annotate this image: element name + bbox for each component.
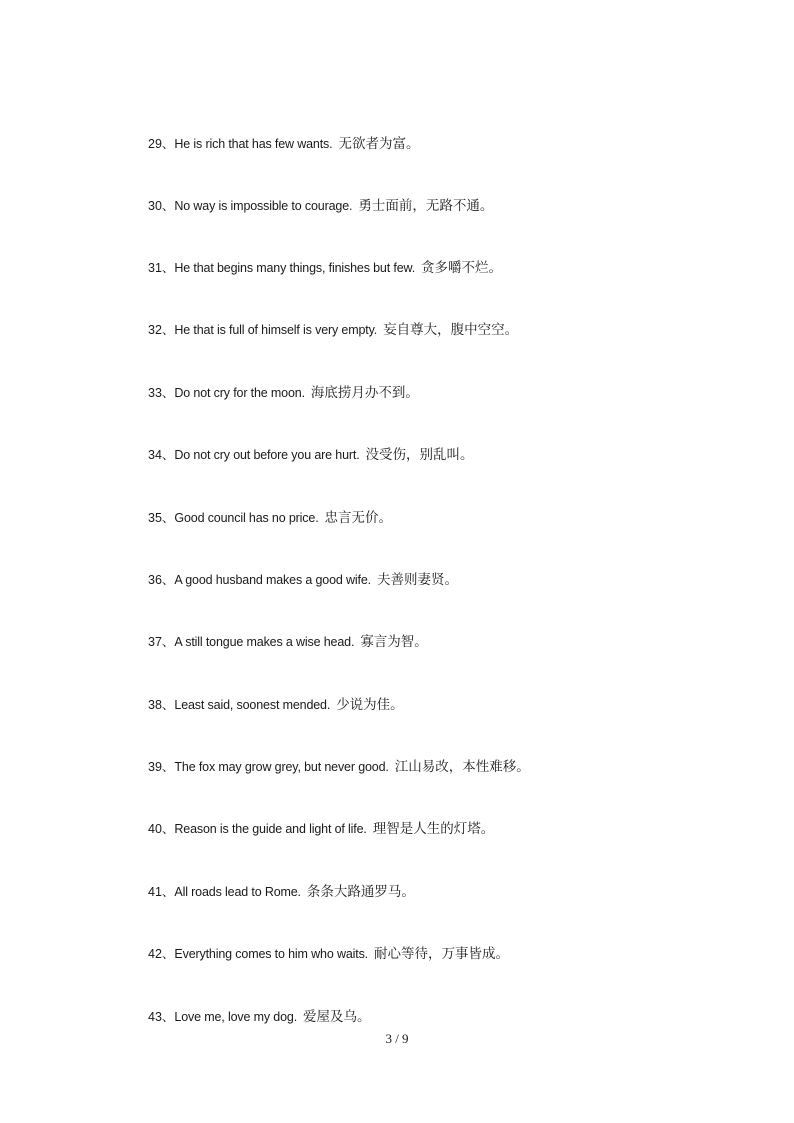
proverb-english: No way is impossible to courage. bbox=[174, 199, 353, 213]
proverb-chinese: 寡言为智。 bbox=[360, 634, 428, 650]
proverb-number: 33、 bbox=[148, 386, 175, 400]
proverb-number: 32、 bbox=[148, 323, 175, 337]
proverb-line bbox=[148, 634, 428, 650]
proverb-number: 36、 bbox=[148, 573, 175, 587]
proverb-line bbox=[148, 260, 502, 276]
proverb-english: He that is full of himself is very empty. bbox=[174, 323, 378, 337]
proverb-number: 30、 bbox=[148, 199, 175, 213]
proverb-english: A good husband makes a good wife. bbox=[174, 573, 371, 587]
proverb-chinese: 江山易改，本性难移。 bbox=[394, 759, 530, 775]
proverb-number: 41、 bbox=[148, 885, 175, 899]
proverb-number: 40、 bbox=[148, 822, 175, 836]
proverb-english: Everything comes to him who waits. bbox=[174, 947, 368, 961]
proverb-line bbox=[148, 697, 404, 713]
proverb-english: He is rich that has few wants. bbox=[174, 137, 333, 151]
proverb-chinese: 理智是人生的灯塔。 bbox=[372, 821, 495, 837]
proverb-chinese: 忠言无价。 bbox=[324, 510, 393, 526]
proverb-number: 34、 bbox=[148, 448, 175, 462]
proverb-chinese: 贪多嚼不烂。 bbox=[421, 260, 503, 276]
proverb-english: Good council has no price. bbox=[174, 511, 319, 525]
proverb-line bbox=[148, 198, 493, 214]
proverb-chinese: 耐心等待，万事皆成。 bbox=[374, 946, 509, 962]
proverb-chinese: 少说为佳。 bbox=[336, 697, 404, 713]
proverb-number: 35、 bbox=[148, 511, 175, 525]
proverb-english: Do not cry out before you are hurt. bbox=[174, 448, 360, 462]
proverb-chinese: 海底捞月办不到。 bbox=[310, 385, 419, 401]
proverb-chinese: 夫善则妻贤。 bbox=[377, 572, 458, 588]
proverb-number: 42、 bbox=[148, 947, 175, 961]
proverb-number: 31、 bbox=[148, 261, 175, 275]
proverb-number: 43、 bbox=[148, 1010, 175, 1024]
proverb-number: 39、 bbox=[148, 760, 175, 774]
proverb-english: A still tongue makes a wise head. bbox=[174, 635, 355, 649]
proverb-chinese: 爱屋及乌。 bbox=[303, 1009, 371, 1025]
proverb-line bbox=[148, 322, 518, 338]
proverb-line bbox=[148, 884, 415, 900]
proverb-english: The fox may grow grey, but never good. bbox=[174, 760, 389, 774]
proverb-number: 37、 bbox=[148, 635, 175, 649]
proverb-line bbox=[148, 946, 509, 962]
proverb-chinese: 勇士面前，无路不通。 bbox=[358, 198, 494, 214]
page-number: 3 / 9 bbox=[385, 1031, 409, 1046]
proverb-line bbox=[148, 447, 474, 463]
proverb-english: Reason is the guide and light of life. bbox=[174, 822, 367, 836]
proverb-english: Do not cry for the moon. bbox=[174, 386, 305, 400]
proverb-chinese: 没受伤，别乱叫。 bbox=[365, 447, 474, 463]
proverb-line bbox=[148, 821, 494, 837]
proverb-number: 38、 bbox=[148, 698, 175, 712]
proverb-english: Least said, soonest mended. bbox=[174, 698, 331, 712]
proverb-english: Love me, love my dog. bbox=[174, 1010, 298, 1024]
proverb-number: 29、 bbox=[148, 137, 175, 151]
proverb-line bbox=[148, 1009, 371, 1025]
proverb-line bbox=[148, 759, 530, 775]
proverb-chinese: 条条大路通罗马。 bbox=[306, 884, 415, 900]
proverb-line bbox=[148, 510, 392, 526]
proverb-chinese: 妄自尊大，腹中空空。 bbox=[383, 322, 519, 338]
proverb-line bbox=[148, 385, 419, 401]
proverb-english: All roads lead to Rome. bbox=[174, 885, 301, 899]
proverb-line bbox=[148, 572, 458, 588]
proverb-line bbox=[148, 136, 419, 152]
proverb-english: He that begins many things, finishes but few. bbox=[174, 261, 416, 275]
proverb-chinese: 无欲者为富。 bbox=[338, 136, 420, 152]
